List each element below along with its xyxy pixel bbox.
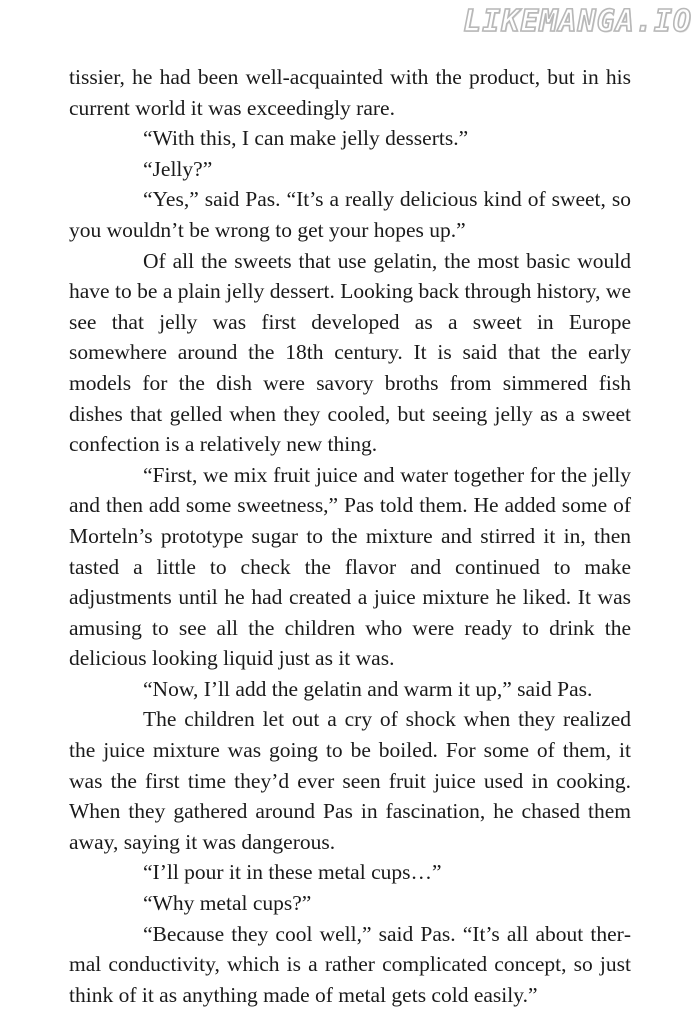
paragraph-5: Of all the sweets that use gelatin, the most basic would have to be a plain jelly dessert. Looking back through history, we see that jelly was first developed as a sweet in Europe somewhere around the 18th century. It is said that the early models for the dish were savory broths from simmered fish dishes that gelled when they cooled, but seeing jelly as a sweet confection is a relatively new thing. [69,248,631,457]
paragraph-6: “First, we mix fruit juice and water together for the jelly and then add some sweetness,” Pas told them. He added some of Morteln’s prototype sugar to the mixture and stirred it in, then tasted a little to check the flavor and continued to make adjustments until he had created a juice mixture he liked. It was amusing to see all the children who were ready to drink the delicious looking liquid just as it was. [69,462,631,671]
site-watermark: LIKEMANGA.IO [463,4,692,39]
paragraph-3: “Jelly?” [143,156,213,181]
paragraph-9: “I’ll pour it in these metal cups…” [143,860,442,885]
paragraph-7: “Now, I’ll add the gelatin and warm it up,” said Pas. [143,676,593,701]
paragraph-8: The children let out a cry of shock when they realized the juice mixture was going to be boiled. For some of them, it was the first time they’d ever seen fruit juice used in cooking. When they gathered around Pas in fascination, he chased them away, saying it was dangerous. [69,707,631,854]
paragraph-2: “With this, I can make jelly desserts.” [143,126,469,151]
book-page [69,62,631,1010]
paragraph-10: “Why metal cups?” [143,891,312,916]
paragraph-1: tissier, he had been well-acquainted with the product, but in his current world it was exceedingly rare. [69,65,631,120]
paragraph-4: “Yes,” said Pas. “It’s a really delicious kind of sweet, so you wouldn’t be wrong to get your hopes up.” [69,187,631,242]
paragraph-11: “Because they cool well,” said Pas. “It’s all about thermal conductivity, which is a rather complicated concept, so just think of it as anything made of metal gets cold easily.” [69,921,631,1007]
